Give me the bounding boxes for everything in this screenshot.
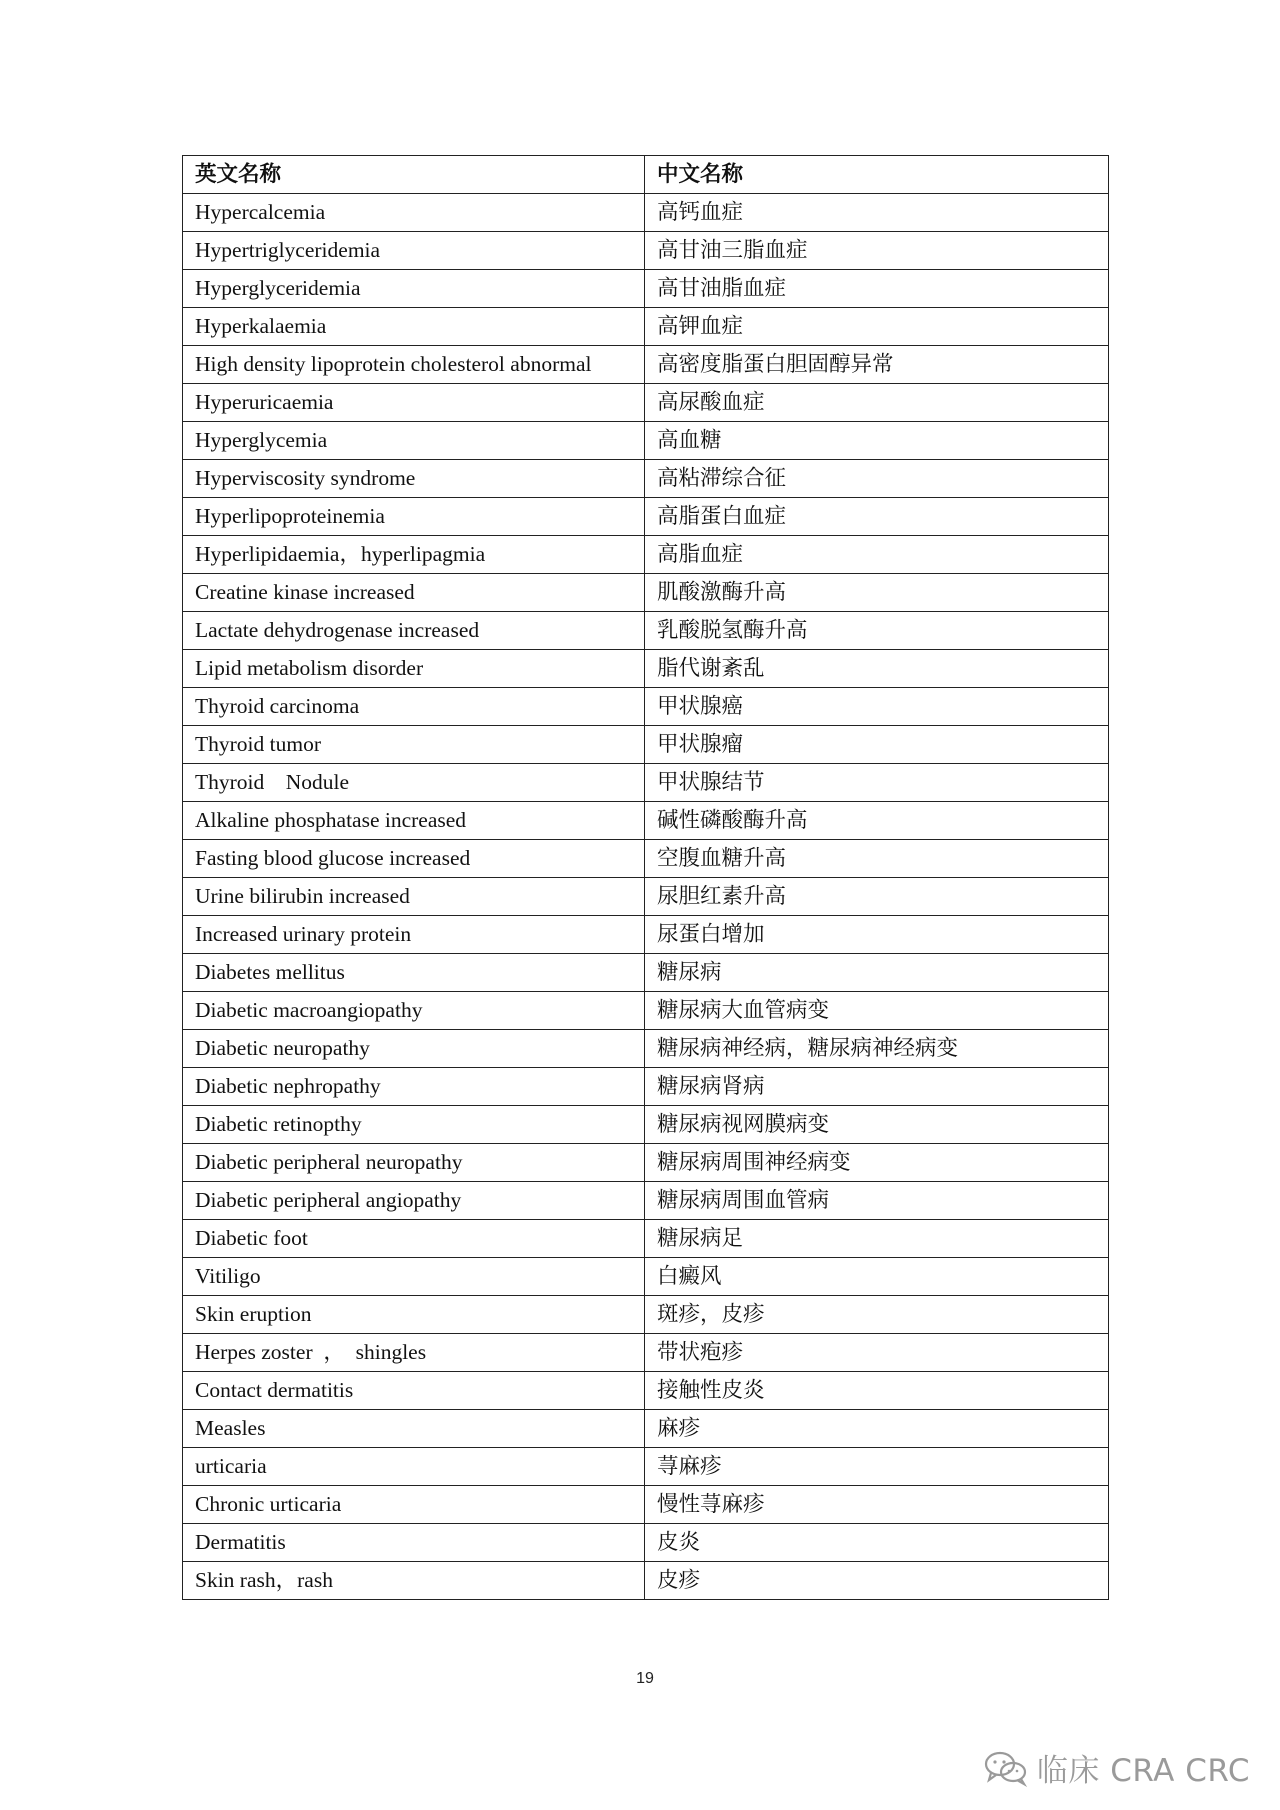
chinese-term-cell: 尿胆红素升高 xyxy=(645,878,1109,916)
english-term-cell: Chronic urticaria xyxy=(183,1486,645,1524)
chinese-term-cell: 糖尿病周围神经病变 xyxy=(645,1144,1109,1182)
term-table xyxy=(182,155,1109,1600)
english-term-cell: Skin eruption xyxy=(183,1296,645,1334)
english-term-cell: Hypercalcemia xyxy=(183,194,645,232)
table-row xyxy=(183,802,1109,840)
table-row xyxy=(183,764,1109,802)
watermark-text: 临床 CRA CRC xyxy=(1036,1753,1250,1789)
chinese-term-cell: 尿蛋白增加 xyxy=(645,916,1109,954)
chinese-term-cell: 带状疱疹 xyxy=(645,1334,1109,1372)
english-term-cell: Dermatitis xyxy=(183,1524,645,1562)
chinese-term-cell: 斑疹，皮疹 xyxy=(645,1296,1109,1334)
table-row xyxy=(183,726,1109,764)
chinese-term-cell: 乳酸脱氢酶升高 xyxy=(645,612,1109,650)
header-row xyxy=(183,156,1109,194)
chinese-term-cell: 甲状腺结节 xyxy=(645,764,1109,802)
chinese-term-cell: 空腹血糖升高 xyxy=(645,840,1109,878)
english-term-cell: Diabetic neuropathy xyxy=(183,1030,645,1068)
table-row xyxy=(183,460,1109,498)
english-term-cell: Diabetic macroangiopathy xyxy=(183,992,645,1030)
table-row xyxy=(183,1448,1109,1486)
table-row xyxy=(183,612,1109,650)
english-term-cell: Herpes zoster ， shingles xyxy=(183,1334,645,1372)
english-term-cell: Diabetic peripheral neuropathy xyxy=(183,1144,645,1182)
english-term-cell: Hyperkalaemia xyxy=(183,308,645,346)
chinese-term-cell: 皮炎 xyxy=(645,1524,1109,1562)
english-term-cell: Diabetic peripheral angiopathy xyxy=(183,1182,645,1220)
table-row xyxy=(183,878,1109,916)
english-term-cell: Thyroid carcinoma xyxy=(183,688,645,726)
table-row xyxy=(183,1182,1109,1220)
table-row xyxy=(183,688,1109,726)
chinese-term-cell: 糖尿病 xyxy=(645,954,1109,992)
english-term-cell: Fasting blood glucose increased xyxy=(183,840,645,878)
table-row xyxy=(183,1220,1109,1258)
english-term-cell: Hypertriglyceridemia xyxy=(183,232,645,270)
english-term-cell: Diabetes mellitus xyxy=(183,954,645,992)
wechat-icon xyxy=(983,1749,1029,1787)
table-row xyxy=(183,1106,1109,1144)
english-term-cell: Measles xyxy=(183,1410,645,1448)
english-term-cell: Hyperviscosity syndrome xyxy=(183,460,645,498)
table-row xyxy=(183,1524,1109,1562)
chinese-term-cell: 甲状腺癌 xyxy=(645,688,1109,726)
chinese-term-cell: 白癜风 xyxy=(645,1258,1109,1296)
table-row xyxy=(183,308,1109,346)
chinese-term-cell: 皮疹 xyxy=(645,1562,1109,1600)
chinese-term-cell: 糖尿病神经病，糖尿病神经病变 xyxy=(645,1030,1109,1068)
chinese-term-cell: 慢性荨麻疹 xyxy=(645,1486,1109,1524)
english-term-cell: Diabetic foot xyxy=(183,1220,645,1258)
table-row xyxy=(183,650,1109,688)
chinese-term-cell: 糖尿病周围血管病 xyxy=(645,1182,1109,1220)
table-row xyxy=(183,574,1109,612)
page-number: 19 xyxy=(636,1670,654,1687)
table-row xyxy=(183,1486,1109,1524)
term-table-header xyxy=(183,156,1109,194)
table-row xyxy=(183,346,1109,384)
table-row xyxy=(183,1068,1109,1106)
english-term-cell: urticaria xyxy=(183,1448,645,1486)
english-term-cell: Hyperglycemia xyxy=(183,422,645,460)
chinese-term-cell: 糖尿病足 xyxy=(645,1220,1109,1258)
chinese-term-cell: 接触性皮炎 xyxy=(645,1372,1109,1410)
table-row xyxy=(183,498,1109,536)
chinese-term-cell: 糖尿病肾病 xyxy=(645,1068,1109,1106)
english-term-cell: Thyroid tumor xyxy=(183,726,645,764)
chinese-term-cell: 糖尿病视网膜病变 xyxy=(645,1106,1109,1144)
table-row xyxy=(183,384,1109,422)
english-term-cell: Hyperlipidaemia，hyperlipagmia xyxy=(183,536,645,574)
english-term-cell: Hyperlipoproteinemia xyxy=(183,498,645,536)
table-row xyxy=(183,422,1109,460)
table-row xyxy=(183,1562,1109,1600)
table-row xyxy=(183,1334,1109,1372)
chinese-term-cell: 碱性磷酸酶升高 xyxy=(645,802,1109,840)
english-term-cell: Increased urinary protein xyxy=(183,916,645,954)
table-row xyxy=(183,1258,1109,1296)
table-row xyxy=(183,954,1109,992)
chinese-term-cell: 糖尿病大血管病变 xyxy=(645,992,1109,1030)
english-term-cell: Skin rash，rash xyxy=(183,1562,645,1600)
chinese-term-cell: 荨麻疹 xyxy=(645,1448,1109,1486)
watermark xyxy=(983,1745,1250,1790)
chinese-term-cell: 高钙血症 xyxy=(645,194,1109,232)
chinese-term-cell: 高钾血症 xyxy=(645,308,1109,346)
chinese-term-cell: 甲状腺瘤 xyxy=(645,726,1109,764)
table-row xyxy=(183,840,1109,878)
english-term-cell: Diabetic retinopthy xyxy=(183,1106,645,1144)
english-term-cell: High density lipoprotein cholesterol abnormal xyxy=(183,346,645,384)
table-row xyxy=(183,992,1109,1030)
header-chinese-name: 中文名称 xyxy=(645,156,1109,194)
table-row xyxy=(183,194,1109,232)
chinese-term-cell: 肌酸激酶升高 xyxy=(645,574,1109,612)
chinese-term-cell: 高粘滞综合征 xyxy=(645,460,1109,498)
english-term-cell: Contact dermatitis xyxy=(183,1372,645,1410)
table-row xyxy=(183,536,1109,574)
term-table-body xyxy=(183,194,1109,1600)
table-row xyxy=(183,1144,1109,1182)
table-row xyxy=(183,270,1109,308)
table-row xyxy=(183,1410,1109,1448)
chinese-term-cell: 高脂血症 xyxy=(645,536,1109,574)
chinese-term-cell: 高密度脂蛋白胆固醇异常 xyxy=(645,346,1109,384)
english-term-cell: Hyperglyceridemia xyxy=(183,270,645,308)
table-row xyxy=(183,1372,1109,1410)
english-term-cell: Lipid metabolism disorder xyxy=(183,650,645,688)
chinese-term-cell: 高脂蛋白血症 xyxy=(645,498,1109,536)
english-term-cell: Hyperuricaemia xyxy=(183,384,645,422)
english-term-cell: Lactate dehydrogenase increased xyxy=(183,612,645,650)
chinese-term-cell: 脂代谢紊乱 xyxy=(645,650,1109,688)
chinese-term-cell: 高甘油脂血症 xyxy=(645,270,1109,308)
table-row xyxy=(183,1030,1109,1068)
chinese-term-cell: 麻疹 xyxy=(645,1410,1109,1448)
chinese-term-cell: 高甘油三脂血症 xyxy=(645,232,1109,270)
table-row xyxy=(183,1296,1109,1334)
english-term-cell: Thyroid Nodule xyxy=(183,764,645,802)
english-term-cell: Creatine kinase increased xyxy=(183,574,645,612)
chinese-term-cell: 高尿酸血症 xyxy=(645,384,1109,422)
chinese-term-cell: 高血糖 xyxy=(645,422,1109,460)
english-term-cell: Vitiligo xyxy=(183,1258,645,1296)
english-term-cell: Urine bilirubin increased xyxy=(183,878,645,916)
english-term-cell: Alkaline phosphatase increased xyxy=(183,802,645,840)
table-row xyxy=(183,916,1109,954)
english-term-cell: Diabetic nephropathy xyxy=(183,1068,645,1106)
header-english-name: 英文名称 xyxy=(183,156,645,194)
table-row xyxy=(183,232,1109,270)
